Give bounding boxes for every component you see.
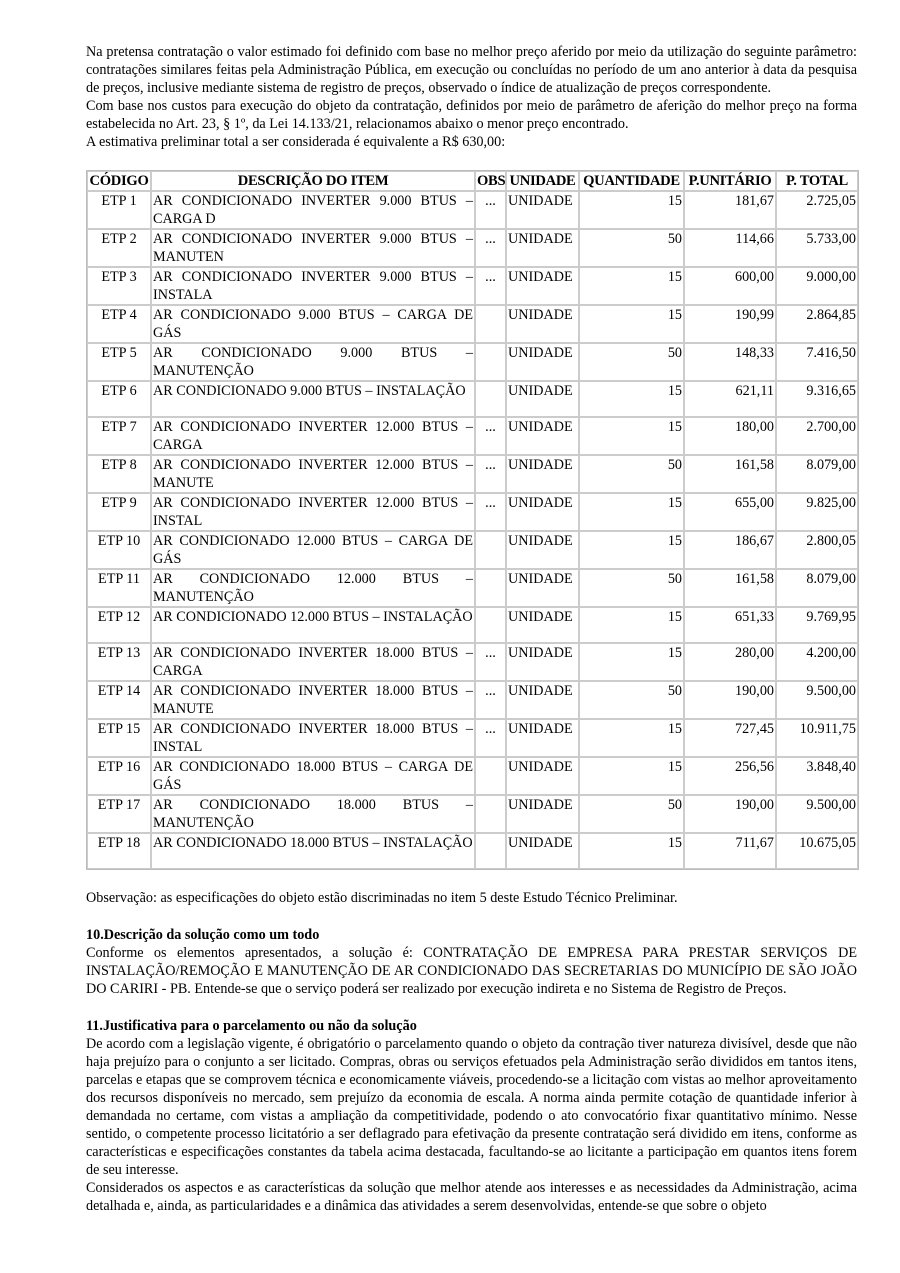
table-row <box>87 569 858 607</box>
header-codigo: CÓDIGO <box>87 171 151 191</box>
cell-codigo: ETP 8 <box>87 455 151 493</box>
cell-descricao: AR CONDICIONADO 9.000 BTUS – INSTALAÇÃO <box>151 381 475 417</box>
cell-p-total: 8.079,00 <box>776 569 858 607</box>
header-p-unitario: P.UNITÁRIO <box>684 171 776 191</box>
cell-quantidade: 15 <box>579 381 684 417</box>
table-row <box>87 757 858 795</box>
cell-p-total: 9.316,65 <box>776 381 858 417</box>
cell-p-total: 3.848,40 <box>776 757 858 795</box>
cell-descricao: AR CONDICIONADO 18.000 BTUS – CARGA DE GÁS <box>153 759 473 793</box>
cell-obs: ... <box>475 493 506 531</box>
section-11-paragraph: Considerados os aspectos e as características da solução que melhor atende aos interesses e as necessidades da Administração, acima detalhada e, ainda, as particularidades e a dinâmica das atividades a serem desenvolvidas, entende-se que sobre o objeto <box>86 1180 857 1214</box>
cell-p-total: 10.911,75 <box>776 719 858 757</box>
section-10-heading: 10.Descrição da solução como um todo <box>86 927 320 943</box>
cell-obs: ... <box>475 455 506 493</box>
cell-p-unitario: 190,00 <box>684 681 776 719</box>
table-row <box>87 229 858 267</box>
cell-descricao: AR CONDICIONADO 12.000 BTUS – INSTALAÇÃO <box>151 607 475 643</box>
cell-p-total: 2.700,00 <box>776 417 858 455</box>
cell-p-unitario: 161,58 <box>684 455 776 493</box>
cell-p-unitario: 114,66 <box>684 229 776 267</box>
table-row <box>87 607 858 643</box>
intro-paragraph: Na pretensa contratação o valor estimado foi definido com base no melhor preço aferido por meio da utilização do seguinte parâmetro: contratações similares feitas pela Administração Pública, em execução ou concluídas no período de um ano anterior à data da pesquisa de preços, inclusive mediante sistema de registro de preços, observado o índice de atualização de preços correspondente. <box>86 44 857 96</box>
cell-unidade: UNIDADE <box>506 531 579 569</box>
cell-quantidade: 50 <box>579 343 684 381</box>
cell-p-unitario: 727,45 <box>684 719 776 757</box>
header-p-total: P. TOTAL <box>776 171 858 191</box>
cell-codigo: ETP 3 <box>87 267 151 305</box>
table-row <box>87 417 858 455</box>
cell-codigo: ETP 18 <box>87 833 151 869</box>
cell-p-total: 9.500,00 <box>776 795 858 833</box>
cell-obs <box>475 795 506 833</box>
cell-p-unitario: 161,58 <box>684 569 776 607</box>
cell-codigo: ETP 7 <box>87 417 151 455</box>
cell-unidade: UNIDADE <box>506 267 579 305</box>
cell-descricao: AR CONDICIONADO INVERTER 12.000 BTUS – INSTAL <box>153 495 473 529</box>
cell-quantidade: 15 <box>579 305 684 343</box>
cell-unidade: UNIDADE <box>506 643 579 681</box>
cell-p-unitario: 280,00 <box>684 643 776 681</box>
cell-quantidade: 15 <box>579 833 684 869</box>
cell-quantidade: 15 <box>579 531 684 569</box>
cell-p-total: 2.864,85 <box>776 305 858 343</box>
table-row <box>87 681 858 719</box>
header-unidade: UNIDADE <box>506 171 579 191</box>
cell-p-unitario: 621,11 <box>684 381 776 417</box>
cell-quantidade: 50 <box>579 229 684 267</box>
table-row <box>87 493 858 531</box>
cell-descricao: AR CONDICIONADO INVERTER 9.000 BTUS – INSTALA <box>153 269 473 303</box>
cell-obs <box>475 381 506 417</box>
cell-unidade: UNIDADE <box>506 381 579 417</box>
section-10-text: Conforme os elementos apresentados, a solução é: CONTRATAÇÃO DE EMPRESA PARA PRESTAR SERVIÇOS DE INSTALAÇÃO/REMOÇÃO E MANUTENÇÃO DE AR CONDICIONADO DAS SECRETARIAS DO MUNICÍPIO DE SÃO JOÃO DO CARIRI - PB. Entende-se que o serviço poderá ser realizado por execução indireta e no Sistema de Registro de Preços. <box>86 945 857 997</box>
cell-obs: ... <box>475 643 506 681</box>
cell-obs <box>475 607 506 643</box>
table-row <box>87 531 858 569</box>
cell-p-unitario: 256,56 <box>684 757 776 795</box>
cell-obs: ... <box>475 417 506 455</box>
cell-codigo: ETP 1 <box>87 191 151 229</box>
cell-quantidade: 15 <box>579 719 684 757</box>
cell-unidade: UNIDADE <box>506 343 579 381</box>
cell-obs: ... <box>475 681 506 719</box>
cell-descricao: AR CONDICIONADO 9.000 BTUS – MANUTENÇÃO <box>153 345 473 379</box>
cell-codigo: ETP 10 <box>87 531 151 569</box>
cell-quantidade: 50 <box>579 455 684 493</box>
cell-descricao: AR CONDICIONADO INVERTER 18.000 BTUS – INSTAL <box>153 721 473 755</box>
cell-descricao: AR CONDICIONADO INVERTER 12.000 BTUS – MANUTE <box>153 457 473 491</box>
cell-p-total: 8.079,00 <box>776 455 858 493</box>
cell-quantidade: 15 <box>579 607 684 643</box>
cell-descricao: AR CONDICIONADO 9.000 BTUS – CARGA DE GÁS <box>153 307 473 341</box>
cell-p-unitario: 181,67 <box>684 191 776 229</box>
cell-codigo: ETP 13 <box>87 643 151 681</box>
cell-unidade: UNIDADE <box>506 719 579 757</box>
cell-quantidade: 15 <box>579 191 684 229</box>
cell-obs <box>475 531 506 569</box>
table-row <box>87 191 858 229</box>
cell-codigo: ETP 9 <box>87 493 151 531</box>
table-row <box>87 381 858 417</box>
cell-obs <box>475 343 506 381</box>
cell-p-unitario: 190,00 <box>684 795 776 833</box>
cell-p-total: 10.675,05 <box>776 833 858 869</box>
cell-quantidade: 50 <box>579 795 684 833</box>
table-row <box>87 833 858 869</box>
cell-p-unitario: 148,33 <box>684 343 776 381</box>
cell-p-total: 9.769,95 <box>776 607 858 643</box>
table-row <box>87 305 858 343</box>
cell-obs <box>475 305 506 343</box>
cell-unidade: UNIDADE <box>506 455 579 493</box>
cell-p-unitario: 655,00 <box>684 493 776 531</box>
document-content <box>86 43 857 1215</box>
cell-obs <box>475 833 506 869</box>
cell-unidade: UNIDADE <box>506 607 579 643</box>
cell-p-unitario: 180,00 <box>684 417 776 455</box>
table-row <box>87 719 858 757</box>
cell-codigo: ETP 2 <box>87 229 151 267</box>
cell-codigo: ETP 14 <box>87 681 151 719</box>
cell-quantidade: 15 <box>579 417 684 455</box>
cell-obs: ... <box>475 267 506 305</box>
section-11-paragraph: De acordo com a legislação vigente, é obrigatório o parcelamento quando o objeto da contração tiver natureza divisível, desde que não haja prejuízo para o conjunto a ser licitado. Compras, obras ou serviços efetuados pela Administração serão divididos em tantos itens, parcelas e etapas que se comprovem técnica e economicamente viáveis, procedendo-se a licitação com vistas ao melhor aproveitamento dos recursos disponíveis no mercado, sem prejuízo da economia de escala. A norma ainda permite cotação de quantidade inferior à demandada no certame, com vistas a ampliação da competitividade, podendo o ato convocatório fixar quantitativo mínimo. Nesse sentido, o competente processo licitatório a ser deflagrado para efetivação da presente contratação será dividido em itens, conforme as características e especificações constantes da tabela acima destacada, facultando-se ao licitante a participação em quantos itens forem de seu interesse. <box>86 1036 857 1178</box>
table-row <box>87 267 858 305</box>
cell-quantidade: 50 <box>579 569 684 607</box>
cell-obs <box>475 757 506 795</box>
cell-p-unitario: 651,33 <box>684 607 776 643</box>
cell-unidade: UNIDADE <box>506 229 579 267</box>
cell-p-total: 9.825,00 <box>776 493 858 531</box>
cell-quantidade: 15 <box>579 267 684 305</box>
cell-unidade: UNIDADE <box>506 757 579 795</box>
cell-descricao: AR CONDICIONADO INVERTER 9.000 BTUS – MANUTEN <box>153 231 473 265</box>
cell-p-unitario: 711,67 <box>684 833 776 869</box>
cell-unidade: UNIDADE <box>506 305 579 343</box>
cell-p-unitario: 186,67 <box>684 531 776 569</box>
cell-codigo: ETP 4 <box>87 305 151 343</box>
table-row <box>87 643 858 681</box>
cell-codigo: ETP 12 <box>87 607 151 643</box>
table-row <box>87 795 858 833</box>
observation-note: Observação: as especificações do objeto estão discriminadas no item 5 deste Estudo Técnico Preliminar. <box>86 890 678 906</box>
cell-obs: ... <box>475 719 506 757</box>
cell-descricao: AR CONDICIONADO INVERTER 18.000 BTUS – CARGA <box>153 645 473 679</box>
cell-unidade: UNIDADE <box>506 833 579 869</box>
cell-p-total: 7.416,50 <box>776 343 858 381</box>
cell-unidade: UNIDADE <box>506 493 579 531</box>
cell-descricao: AR CONDICIONADO 12.000 BTUS – MANUTENÇÃO <box>153 571 473 605</box>
cell-codigo: ETP 16 <box>87 757 151 795</box>
cell-unidade: UNIDADE <box>506 795 579 833</box>
price-table <box>86 170 859 870</box>
cell-quantidade: 15 <box>579 643 684 681</box>
section-11-heading: 11.Justificativa para o parcelamento ou não da solução <box>86 1018 417 1034</box>
cell-descricao: AR CONDICIONADO INVERTER 18.000 BTUS – MANUTE <box>153 683 473 717</box>
cell-unidade: UNIDADE <box>506 569 579 607</box>
cell-p-unitario: 600,00 <box>684 267 776 305</box>
cell-p-total: 4.200,00 <box>776 643 858 681</box>
cell-unidade: UNIDADE <box>506 417 579 455</box>
cell-descricao: AR CONDICIONADO INVERTER 9.000 BTUS – CARGA D <box>153 193 473 227</box>
cell-p-total: 2.800,05 <box>776 531 858 569</box>
table-header-row <box>87 171 858 191</box>
cell-quantidade: 15 <box>579 757 684 795</box>
cell-unidade: UNIDADE <box>506 191 579 229</box>
cell-codigo: ETP 17 <box>87 795 151 833</box>
cell-codigo: ETP 6 <box>87 381 151 417</box>
cell-quantidade: 50 <box>579 681 684 719</box>
cell-quantidade: 15 <box>579 493 684 531</box>
cell-p-total: 2.725,05 <box>776 191 858 229</box>
intro-paragraph: Com base nos custos para execução do objeto da contratação, definidos por meio de parâmetro de aferição do melhor preço na forma estabelecida no Art. 23, § 1º, da Lei 14.133/21, relacionamos abaixo o menor preço encontrado. <box>86 98 857 132</box>
cell-descricao: AR CONDICIONADO INVERTER 12.000 BTUS – CARGA <box>153 419 473 453</box>
cell-p-total: 5.733,00 <box>776 229 858 267</box>
cell-descricao: AR CONDICIONADO 12.000 BTUS – CARGA DE GÁS <box>153 533 473 567</box>
header-descricao: DESCRIÇÃO DO ITEM <box>151 171 475 191</box>
header-quantidade: QUANTIDADE <box>579 171 684 191</box>
cell-p-total: 9.500,00 <box>776 681 858 719</box>
cell-codigo: ETP 5 <box>87 343 151 381</box>
cell-descricao: AR CONDICIONADO 18.000 BTUS – MANUTENÇÃO <box>153 797 473 831</box>
cell-p-unitario: 190,99 <box>684 305 776 343</box>
cell-obs: ... <box>475 191 506 229</box>
cell-codigo: ETP 15 <box>87 719 151 757</box>
cell-obs: ... <box>475 229 506 267</box>
cell-descricao: AR CONDICIONADO 18.000 BTUS – INSTALAÇÃO <box>151 833 475 869</box>
intro-paragraph: A estimativa preliminar total a ser considerada é equivalente a R$ 630,00: <box>86 134 506 150</box>
header-obs: OBS <box>477 173 506 189</box>
cell-codigo: ETP 11 <box>87 569 151 607</box>
table-row <box>87 455 858 493</box>
table-row <box>87 343 858 381</box>
cell-obs <box>475 569 506 607</box>
cell-p-total: 9.000,00 <box>776 267 858 305</box>
cell-unidade: UNIDADE <box>506 681 579 719</box>
